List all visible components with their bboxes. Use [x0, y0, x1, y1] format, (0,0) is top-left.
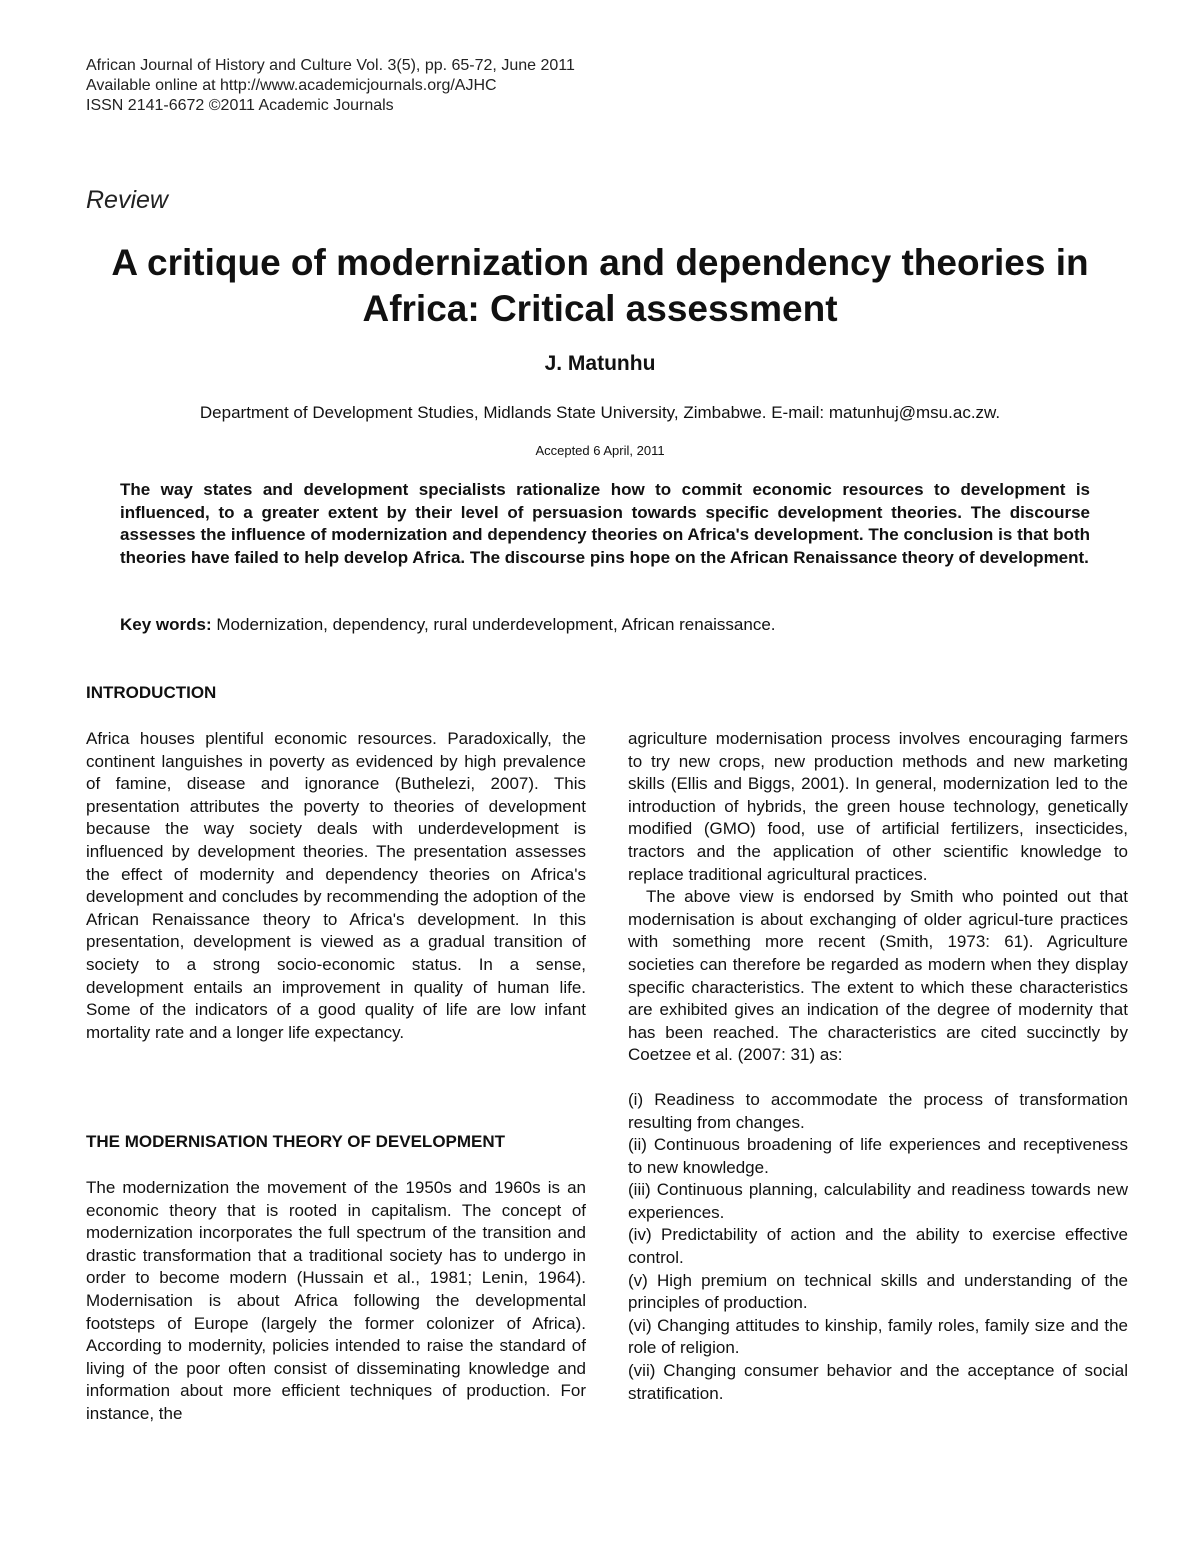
- characteristic-item: (vi) Changing attitudes to kinship, family roles, family size and the role of religion.: [628, 1315, 1128, 1358]
- intro-body: [86, 728, 586, 1044]
- modernisation-body: [86, 1177, 586, 1426]
- modernisation-paragraph: The modernization the movement of the 1950s and 1960s is an economic theory that is rooted in capitalism. The concept of modernization incorporates the full spectrum of the transition and drastic transformation that a traditional society has to undergo in order to become modern (Hussain et al., 1981; Lenin, 1964). Modernisation is about Africa following the developmental footsteps of Europe (largely the former colonizer of Africa). According to modernity, policies intended to raise the standard of living of the poor often consist of disseminating knowledge and information about more efficient techniques of production. For instance, the: [86, 1178, 586, 1423]
- right-column: [628, 728, 1128, 1405]
- characteristic-item: (vii) Changing consumer behavior and the acceptance of social stratification.: [628, 1361, 1128, 1403]
- journal-url: Available online at http://www.academicjournals.org/AJHC: [86, 77, 497, 94]
- journal-header: [86, 56, 575, 116]
- journal-issn: ISSN 2141-6672 ©2011 Academic Journals: [86, 97, 394, 114]
- keywords: [120, 614, 1090, 636]
- keywords-list: Modernization, dependency, rural underdevelopment, African renaissance.: [216, 615, 776, 634]
- right-paragraph-1: agriculture modernisation process involves encouraging farmers to try new crops, new production methods and new marketing skills (Ellis and Biggs, 2001). In general, modernization led to the introduction of hybrids, the green house technology, genetically modified (GMO) food, use of artificial fertilizers, insecticides, tractors and the application of other scientific knowledge to replace traditional agricultural practices.: [628, 729, 1128, 884]
- abstract: The way states and development specialists rationalize how to commit economic resources to development is influenced, to a greater extent by their level of persuasion towards specific development theories. The discourse assesses the influence of modernization and dependency theories on Africa's development. The conclusion is that both theories have failed to help develop Africa. The discourse pins hope on the African Renaissance theory of development.: [120, 480, 1090, 567]
- intro-paragraph: Africa houses plentiful economic resources. Paradoxically, the continent languishes in poverty as evidenced by high prevalence of famine, disease and ignorance (Buthelezi, 2007). This presentation attributes the poverty to theories of development because the way society deals with underdevelopment is influenced by development theories. The presentation assesses the effect of modernity and dependency theories on Africa's development and concludes by recommending the adoption of the African Renaissance theory to Africa's development. In this presentation, development is viewed as a gradual transition of society to a strong socio-economic status. In a sense, development entails an improvement in quality of human life. Some of the indicators of a good quality of life are low infant mortality rate and a longer life expectancy.: [86, 729, 586, 1042]
- characteristic-item: (i) Readiness to accommodate the process of transformation resulting from changes.: [628, 1089, 1128, 1132]
- characteristic-item: (v) High premium on technical skills and understanding of the principles of production.: [628, 1270, 1128, 1313]
- author-affiliation: Department of Development Studies, Midlands State University, Zimbabwe. E-mail: matunhuj@msu.ac.zw.: [199, 403, 1001, 422]
- keywords-label: Key words:: [120, 615, 212, 634]
- article-type: Review: [86, 186, 168, 214]
- section-heading-introduction: INTRODUCTION: [86, 683, 217, 702]
- accepted-date: Accepted 6 April, 2011: [535, 443, 665, 458]
- journal-citation: African Journal of History and Culture Vol. 3(5), pp. 65-72, June 2011: [86, 57, 575, 74]
- characteristic-item: (ii) Continuous broadening of life experiences and receptiveness to new knowledge.: [628, 1135, 1128, 1177]
- right-paragraph-2: The above view is endorsed by Smith who pointed out that modernisation is about exchanging of older agricul-ture practices with something more recent (Smith, 1973: 61). Agriculture societies can therefore be regarded as modern when they display specific characteristics. The extent to which these characteristics are exhibited gives an indication of the degree of modernity that has been reached. The characteristics are cited succinctly by Coetzee et al. (2007: 31) as:: [628, 887, 1128, 1065]
- article-author: J. Matunhu: [544, 352, 656, 375]
- section-heading-modernisation: THE MODERNISATION THEORY OF DEVELOPMENT: [86, 1132, 506, 1151]
- characteristic-item: (iv) Predictability of action and the ability to exercise effective control.: [628, 1225, 1128, 1268]
- article-title: A critique of modernization and dependency theories in Africa: Critical assessment: [111, 242, 1089, 329]
- characteristic-item: (iii) Continuous planning, calculability and readiness towards new experiences.: [628, 1180, 1128, 1222]
